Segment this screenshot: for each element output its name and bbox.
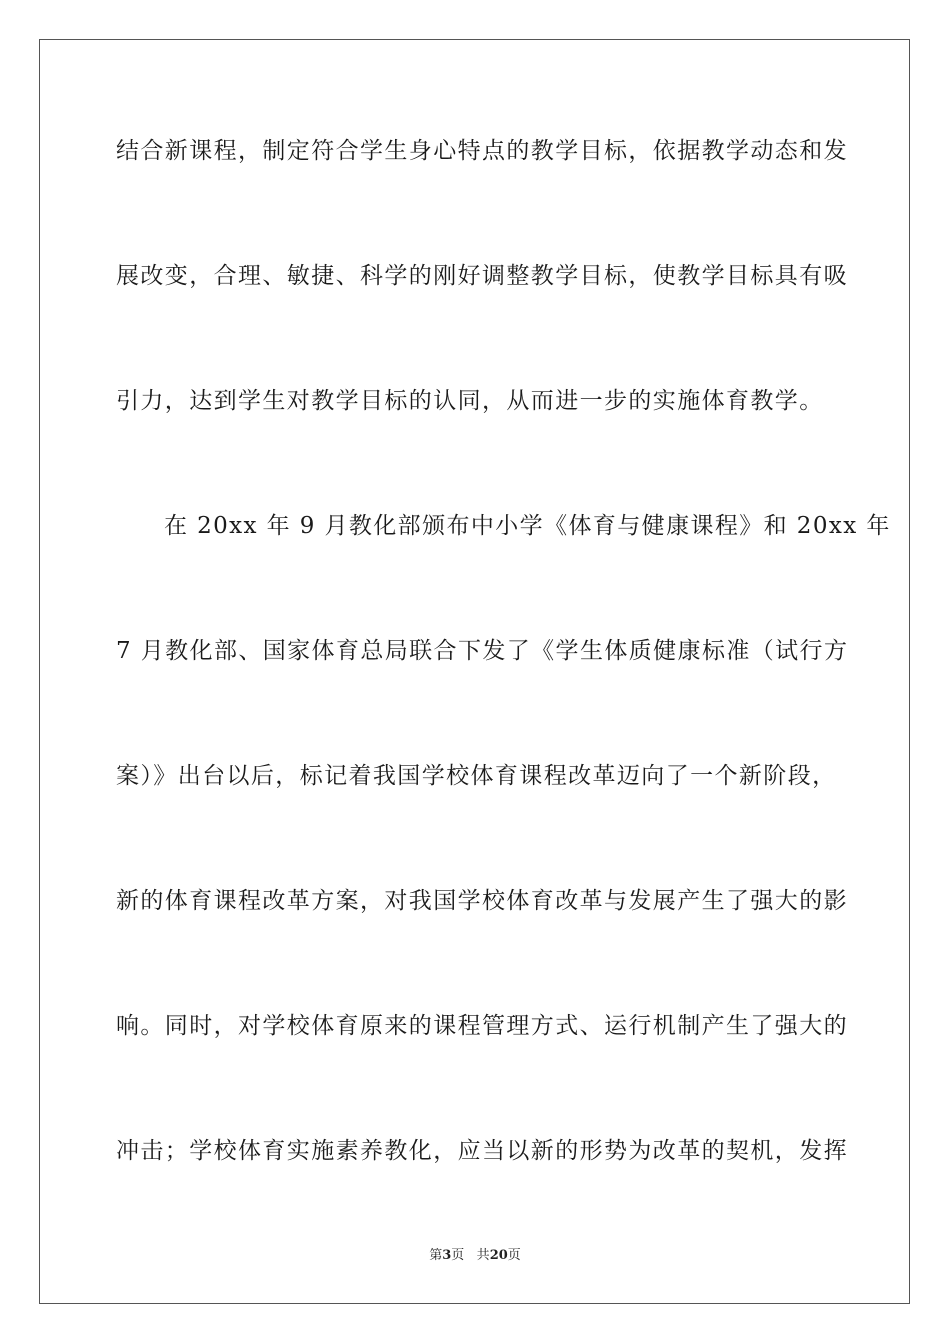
body-text-line: 7 月教化部、国家体育总局联合下发了《学生体质健康标准（试行方 (116, 638, 849, 664)
total-pages-number: 20 (489, 1248, 508, 1263)
footer-total-unit: 页 (507, 1248, 521, 1263)
footer-total-prefix: 共 (476, 1248, 490, 1263)
body-text-line: 响。同时，对学校体育原来的课程管理方式、运行机制产生了强大的 (116, 1013, 848, 1039)
current-page-number: 3 (442, 1248, 452, 1263)
body-text-line: 展改变，合理、敏捷、科学的刚好调整教学目标，使教学目标具有吸 (116, 263, 848, 289)
footer-prefix: 第 (429, 1248, 443, 1263)
page-footer (0, 1247, 950, 1265)
page-border (39, 39, 910, 1304)
body-text-line: 引力，达到学生对教学目标的认同，从而进一步的实施体育教学。 (116, 388, 824, 414)
footer-page-unit: 页 (451, 1248, 465, 1263)
body-text-line: 冲击；学校体育实施素养教化，应当以新的形势为改革的契机，发挥 (116, 1138, 848, 1164)
body-text-line: 案）》出台以后，标记着我国学校体育课程改革迈向了一个新阶段， (116, 763, 837, 789)
body-text-line: 结合新课程，制定符合学生身心特点的教学目标，依据教学动态和发 (116, 138, 848, 164)
body-text-line: 新的体育课程改革方案，对我国学校体育改革与发展产生了强大的影 (116, 888, 848, 914)
paragraph-first-line: 在 20xx 年 9 月教化部颁布中小学《体育与健康课程》和 20xx 年 (164, 513, 891, 539)
